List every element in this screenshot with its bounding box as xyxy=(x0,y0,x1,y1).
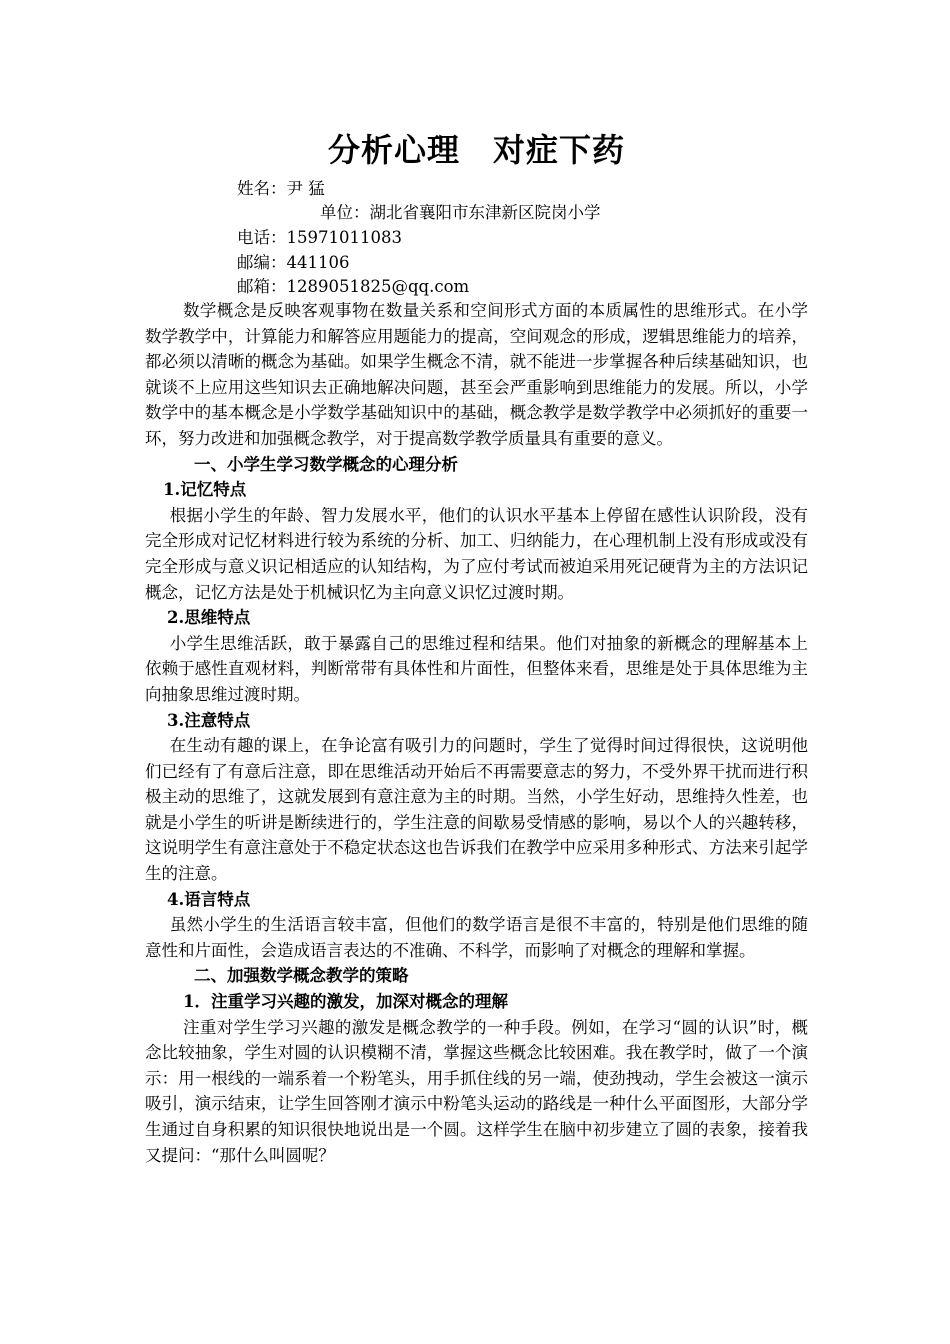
email-line xyxy=(237,274,469,300)
language-heading: 4.语言特点 xyxy=(167,889,251,909)
unit-line xyxy=(320,200,601,226)
author-name: 尹 猛 xyxy=(286,179,325,198)
postcode-value: 441106 xyxy=(286,253,350,272)
thinking-heading: 2.思维特点 xyxy=(167,608,251,628)
strategy1-paragraph: 注重对学生学习兴趣的激发是概念教学的一种手段。例如，在学习“圆的认识”时，概念比较抽象，学生对圆的认识模糊不清，掌握这些概念比较困难。我在教学时，做了一个演示：用一根线的一端系着一个粉笔头，用手抓住线的另一端，使劲拽动，学生会被这一演示吸引，演示结束，让学生回答刚才演示中粉笔头运动的路线是一种什么平面图形，大部分学生通过自身积累的知识很快地说出是一个圆。这样学生在脑中初步建立了圆的表象，接着我又提问：“那什么叫圆呢？ xyxy=(145,1017,808,1165)
section2-heading: 二、加强数学概念教学的策略 xyxy=(194,966,409,986)
postcode-label: 邮编： xyxy=(237,253,287,272)
postcode-line xyxy=(237,250,350,276)
intro-paragraph: 数学概念是反映客观事物在数量关系和空间形式方面的本质属性的思维形式。在小学数学教学中，计算能力和解答应用题能力的提高，空间观念的形成，逻辑思维能力的培养，都必须以清晰的概念为基础。如果学生概念不清，就不能进一步掌握各种后续基础知识，也就谈不上应用这些知识去正确地解决问题，甚至会严重影响到思维能力的发展。所以，小学数学中的基本概念是小学数学基础知识中的基础，概念教学是数学教学中必须抓好的重要一环，努力改进和加强概念教学，对于提高数学教学质量具有重要的意义。 xyxy=(145,301,808,448)
phone-value: 15971011083 xyxy=(286,228,402,247)
email-value: 1289051825@qq.com xyxy=(286,277,470,296)
email-label: 邮箱： xyxy=(237,277,287,296)
author-line xyxy=(237,176,325,202)
memory-paragraph: 根据小学生的年龄、智力发展水平，他们的认识水平基本上停留在感性认识阶段，没有完全形成对记忆材料进行较为系统的分析、加工、归纳能力，在心理机制上没有形成或没有完全形成与意义识记相适应的认知结构，为了应付考试而被迫采用死记硬背为主的方法识记概念，记忆方法是处于机械识忆为主向意义识忆过渡时期。 xyxy=(145,505,808,602)
document-body xyxy=(145,298,808,1168)
unit-label: 单位： xyxy=(320,203,370,222)
unit-value: 湖北省襄阳市东津新区院岗小学 xyxy=(369,203,601,222)
language-paragraph: 虽然小学生的生活语言较丰富，但他们的数学语言是很不丰富的，特别是他们思维的随意性和片面性，会造成语言表达的不准确、不科学，而影响了对概念的理解和掌握。 xyxy=(145,915,808,960)
strategy1-heading: 1．注重学习兴趣的激发，加深对概念的理解 xyxy=(183,992,508,1012)
author-label: 姓名： xyxy=(237,179,287,198)
attention-heading: 3.注意特点 xyxy=(167,710,251,730)
section1-heading: 一、小学生学习数学概念的心理分析 xyxy=(194,454,458,474)
memory-heading: 1.记忆特点 xyxy=(163,480,247,500)
document-title: 分析心理 对症下药 xyxy=(327,131,625,169)
phone-label: 电话： xyxy=(237,228,287,247)
attention-paragraph: 在生动有趣的课上，在争论富有吸引力的问题时，学生了觉得时间过得很快，这说明他们已经有了有意后注意，即在思维活动开始后不再需要意志的努力，不受外界干扰而进行积极主动的思维了，这就发展到有意注意为主的时期。当然，小学生好动，思维持久性差，也就是小学生的听讲是断续进行的，学生注意的间歇易受情感的影响，易以个人的兴趣转移，这说明学生有意注意处于不稳定状态这也告诉我们在教学中应采用多种形式、方法来引起学生的注意。 xyxy=(145,736,808,884)
phone-line xyxy=(237,225,402,251)
thinking-paragraph: 小学生思维活跃，敢于暴露自己的思维过程和结果。他们对抽象的新概念的理解基本上依赖于感性直观材料，判断常带有具体性和片面性，但整体来看，思维是处于具体思维为主向抽象思维过渡时期。 xyxy=(145,633,808,704)
